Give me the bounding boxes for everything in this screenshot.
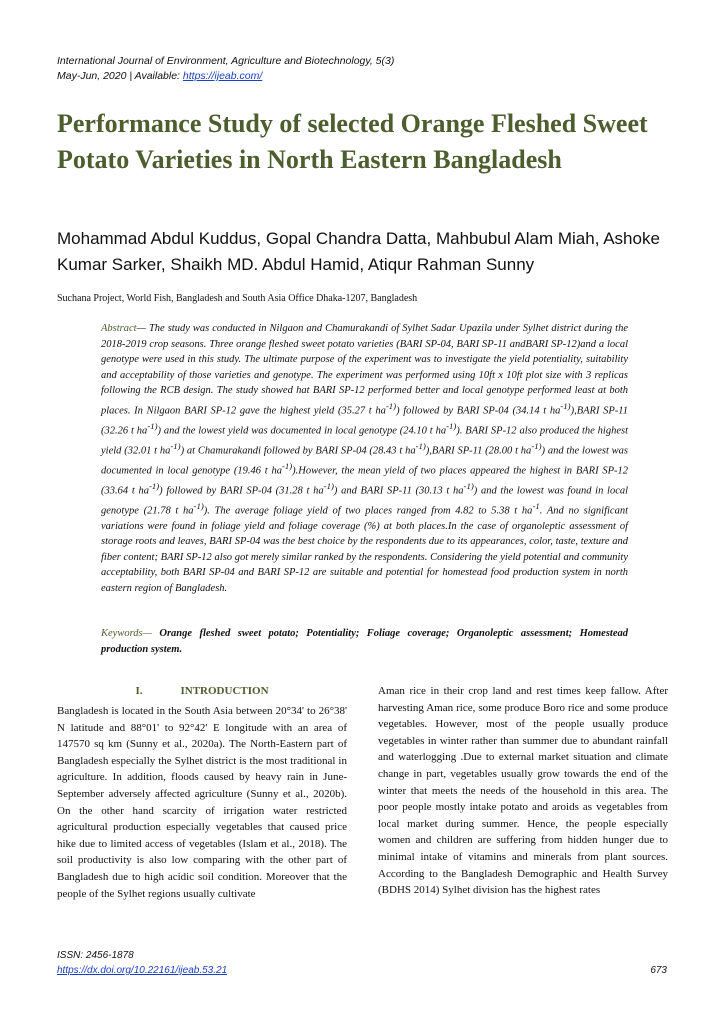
abstract-text: ) followed by BARI SP-04 (31.28 t ha	[159, 485, 324, 496]
doi-link[interactable]: https://dx.doi.org/10.22161/ijeab.53.21	[57, 965, 228, 976]
superscript: -1)	[560, 400, 571, 411]
superscript: -1)	[531, 440, 542, 451]
superscript: -1)	[463, 480, 474, 491]
abstract-text: ) at Chamurakandi followed by BARI SP-04 (28.43 t ha	[180, 445, 416, 456]
page-number: 673	[650, 965, 667, 976]
paper-title: Performance Study of selected Orange Fleshed Sweet Potato Varieties in North Eastern Bangladesh	[57, 109, 648, 174]
abstract-text: ). The average foliage yield of two places ranged from 4.82 to 5.38 t ha	[203, 505, 533, 516]
superscript: -1)	[281, 460, 293, 471]
superscript: -1)	[170, 440, 181, 451]
superscript: -1)	[446, 420, 457, 431]
section-title: INTRODUCTION	[180, 685, 269, 697]
superscript: -1	[532, 500, 540, 511]
page-footer	[57, 948, 677, 978]
intro-right-column: Aman rice in their crop land and rest times keep fallow. After harvesting Aman rice, some produce Boro rice and some produce vegetables. However, most of the people usually produce vegetables in winter rather than summer due to abundant rainfall and waterlogging .Due to external market situation and climate change in part, vegetables usually grow towards the end of the winter that meets the needs of the household in this area. The poor people mostly intake potato and aroids as vegetables from local market during summer. Hence, the people especially women and children are suffering from hidden hunger due to minimal intake of vitamins and minerals from plant sources. According to the Bangladesh Demographic and Health Survey (BDHS 2014) Sylhet division has the highest rates	[378, 685, 668, 897]
abstract-text: ),BARI SP-11 (32.26 t ha	[101, 405, 629, 436]
issn: ISSN: 2456-1878	[57, 950, 134, 961]
superscript: -1)	[415, 440, 426, 451]
abstract-text: ) and the lowest was documented in local genotype (19.46 t ha	[101, 445, 629, 476]
abstract-text: ).However, the mean yield of two places appeared the highest in BARI SP-12 (33.64 t ha	[101, 465, 628, 496]
superscript: -1)	[193, 500, 204, 511]
superscript: -1)	[323, 480, 334, 491]
keywords-label: Keywords	[101, 628, 143, 639]
abstract-text: ) and BARI SP-11 (30.13 t ha	[333, 485, 464, 496]
keywords	[101, 626, 628, 658]
keywords-text: Orange fleshed sweet potato; Potentiality; Foliage coverage; Organoleptic assessment; Homestead production system.	[101, 628, 628, 655]
abstract-text: ) followed by BARI SP-04 (34.14 t ha	[396, 405, 561, 416]
abstract-label: Abstract	[101, 323, 137, 334]
author-list: Mohammad Abdul Kuddus, Gopal Chandra Datta, Mahbubul Alam Miah, Ashoke Kumar Sarker, Shaikh MD. Abdul Hamid, Atiqur Rahman Sunny	[57, 229, 660, 274]
journal-url-link[interactable]: https://ijeab.com/	[182, 70, 263, 82]
intro-left-column: Bangladesh is located in the South Asia between 20°34' to 26°38' N latitude and 88°01' to 92°42' E longitude with an area of 147570 sq km (Sunny et al., 2020a). The North-Eastern part of Bangladesh especially the Sylhet district is the most traditional in agriculture. In addition, floods caused by heavy rain in June- September adversely affected agriculture (Sunny et al., 2020b). On the other hand scarcity of irrigation water restricted agricultural production especially vegetables that caused price hike due to limited access of vegetables (Islam et al., 2018). The soil productivity is also low comparing with the other part of Bangladesh due to high acidic soil condition. Moreover that the people of the Sylhet regions usually cultivate	[57, 705, 347, 900]
journal-name: International Journal of Environment, Agriculture and Biotechnology, 5(3)	[57, 55, 395, 67]
abstract-text: ) and the lowest was found in local genotype (21.78 t ha	[101, 485, 629, 516]
section-heading	[57, 684, 347, 698]
abstract-text: ) and the lowest yield was documented in local genotype (24.10 t ha	[157, 425, 447, 436]
affiliation: Suchana Project, World Fish, Bangladesh and South Asia Office Dhaka-1207, Bangladesh	[57, 293, 418, 304]
section-number: I.	[135, 685, 143, 697]
abstract-text: ). BARI SP-12 also produced the highest yield (32.01 t ha	[101, 425, 629, 456]
superscript: -1)	[148, 480, 160, 491]
abstract-text: . And no significant variations were found in foliage yield and foliage coverage (%) at both places.In the case of organoleptic assessment of storage roots and leaves, BARI SP-04 was the best choice by the respondents due to its appearances, color, taste, texture and fiber content; BARI SP-12 also got merely similar ranked by the respondents. Considering the yield potential and community acceptability, both BARI SP-04 and BARI SP-12 are suitable and potential for homestead food production system in north eastern region of Bangladesh.	[101, 505, 629, 594]
journal-header	[57, 54, 677, 84]
keywords-dash: —	[142, 628, 160, 639]
abstract	[101, 321, 628, 596]
abstract-text: ),BARI SP-11 (28.00 t ha	[425, 445, 532, 456]
issue-line	[57, 69, 677, 84]
abstract-text: The study was conducted in Nilgaon and Chamurakandi of Sylhet Sadar Upazila under Sylhet district during the 2018-2019 crop seasons. Three orange fleshed sweet potato varieties (BARI SP-04, BARI SP-11 andBARI SP-12)and a local genotype were used in this study. The ultimate purpose of the experiment was to investigate the yield potentiality, suitability and acceptability of those varieties and genotype. The experiment was performed using 10ft x 10ft plot size with 3 replicas following the RCB design. The study showed hat BARI SP-12 performed better and local genotype performed least at both places. In Nilgaon BARI SP-12 gave the highest yield (35.27 t ha	[101, 323, 628, 416]
abstract-dash: —	[136, 323, 149, 334]
superscript: -1)	[147, 420, 158, 431]
issue-text: May-Jun, 2020 | Available:	[57, 70, 183, 82]
doi-line	[57, 963, 677, 978]
superscript: -1)	[385, 400, 397, 411]
